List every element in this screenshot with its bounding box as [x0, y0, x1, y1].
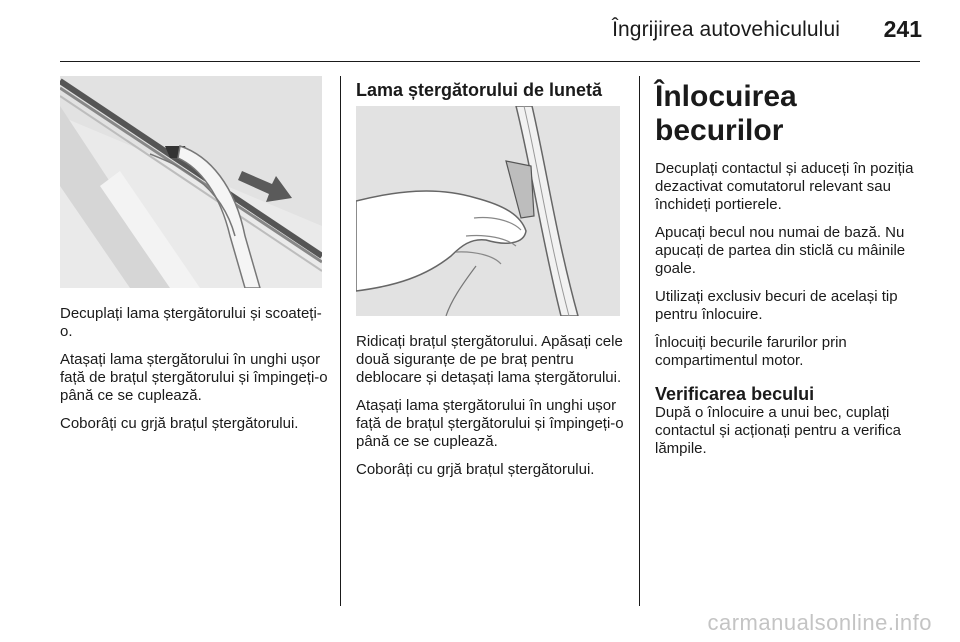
- section-title: Înlocuirea becurilor: [655, 80, 797, 147]
- column-2-text: [356, 333, 630, 489]
- wiper-blade-removal-illustration: [60, 76, 322, 288]
- paragraph: Coborâți cu grjă brațul ștergătorului.: [60, 415, 299, 432]
- page-header-title: Îngrijirea autovehiculului: [612, 18, 840, 41]
- paragraph: După o înlocuire a unui bec, cuplați contactul și acționați pentru a verifica lămpile.: [655, 404, 901, 457]
- column-divider-1: [340, 76, 341, 606]
- paragraph: Apucați becul nou numai de bază. Nu apucați de partea din sticlă cu mâinile goale.: [655, 224, 906, 277]
- paragraph: Atașați lama ștergătorului în unghi ușor față de brațul ștergătorului și împingeți-o până ce se cuplează.: [356, 397, 624, 450]
- wiper-blade-icon: [60, 76, 322, 288]
- paragraph: Înlocuiți becurile farurilor prin compartimentul motor.: [655, 334, 847, 369]
- header-divider: [60, 61, 920, 62]
- column-divider-2: [639, 76, 640, 606]
- paragraph: Decuplați lama ștergătorului și scoateți-o.: [60, 305, 322, 340]
- watermark: carmanualsonline.info: [707, 610, 932, 635]
- paragraph: Decuplați contactul și aduceți în poziția dezactivat comutatorul relevant sau închideți portierele.: [655, 160, 914, 213]
- paragraph: Utilizați exclusiv becuri de același tip pentru înlocuire.: [655, 288, 898, 323]
- page-number: 241: [883, 16, 922, 42]
- rear-wiper-hand-illustration: [356, 106, 620, 316]
- paragraph: Ridicați brațul ștergătorului. Apăsați cele două siguranțe de pe braț pentru deblocare și detașați lama ștergătorului.: [356, 333, 623, 386]
- paragraph: Coborâți cu grjă brațul ștergătorului.: [356, 461, 595, 478]
- hand-wiper-icon: [356, 106, 620, 316]
- column-1: [60, 305, 330, 443]
- section-title: Lama ștergătorului de lunetă: [356, 80, 603, 100]
- subsection-title: Verificarea becului: [655, 384, 815, 404]
- column-3: [655, 80, 923, 468]
- paragraph: Atașați lama ștergătorului în unghi ușor față de brațul ștergătorului și împingeți-o până ce se cuplează.: [60, 351, 328, 404]
